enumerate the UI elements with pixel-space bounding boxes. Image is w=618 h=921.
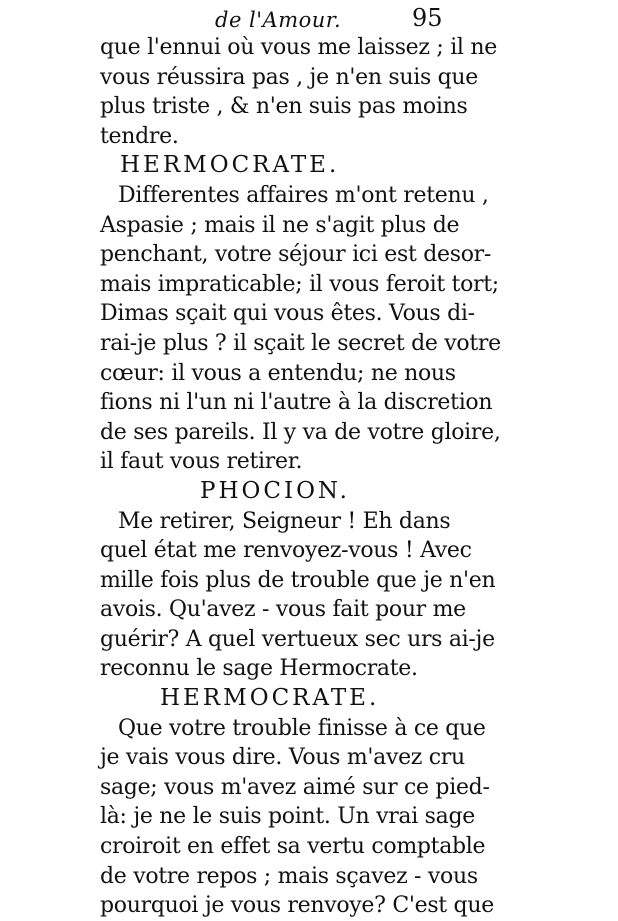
speech-phocion: [100, 477, 496, 684]
text-line: que l'ennui où vous me laissez ; il ne: [100, 35, 497, 60]
text-line: Differentes affaires m'ont retenu ,: [118, 182, 489, 208]
speaker-name: PHOCION.: [200, 477, 350, 504]
speaker-name: HERMOCRATE.: [160, 685, 380, 712]
page-body: [100, 33, 501, 921]
speaker-name: HERMOCRATE.: [120, 152, 340, 179]
text-line: de votre repos ; mais sçavez - vous: [100, 863, 478, 889]
text-line: mille fois plus de trouble que je n'en: [100, 567, 496, 593]
text-line: Dimas sçait qui vous êtes. Vous di-: [100, 301, 475, 327]
text-line: cœur: il vous a entendu; ne nous: [100, 360, 456, 386]
text-line: tendre.: [100, 123, 179, 149]
text-line: plus triste , & n'en suis pas moins: [100, 94, 468, 120]
text-line: Que votre trouble finisse à ce que: [118, 715, 486, 741]
text-line: avois. Qu'avez - vous fait pour me: [100, 597, 466, 623]
text-line: quel état me renvoyez-vous ! Avec: [100, 538, 472, 564]
speech-hermocrate-2: [100, 684, 494, 921]
text-line: je vais vous dire. Vous m'avez cru: [100, 745, 465, 771]
speech-hermocrate-1: [100, 151, 501, 477]
text-line: penchant, votre séjour ici est desor-: [100, 242, 491, 268]
text-line: croiroit en effet sa vertu comptable: [100, 834, 486, 860]
text-line: mais impraticable; il vous feroit tort;: [100, 271, 499, 297]
text-line: sage; vous m'avez aimé sur ce pied-: [100, 774, 490, 800]
text-line: il faut vous retirer.: [100, 449, 303, 475]
text-line: guérir? A quel vertueux sec urs ai-je: [100, 626, 495, 652]
text-line: pourquoi je vous renvoye? C'est que: [100, 893, 494, 919]
passage-continuation: [100, 33, 497, 151]
text-line: Aspasie ; mais il ne s'agit plus de: [100, 212, 460, 238]
text-line: de ses pareils. Il y va de votre gloire,: [100, 419, 501, 445]
page-number: 95: [412, 4, 443, 32]
text-line: fions ni l'un ni l'autre à la discretion: [100, 390, 493, 416]
text-line: reconnu le sage Hermocrate.: [100, 656, 418, 682]
text-line: là: je ne le suis point. Un vrai sage: [100, 804, 475, 830]
text-line: rai-je plus ? il sçait le secret de votre: [100, 330, 501, 356]
text-line: vous réussira pas , je n'en suis que: [100, 64, 479, 90]
text-line: Me retirer, Seigneur ! Eh dans: [118, 508, 451, 534]
running-head: de l'Amour.: [215, 8, 342, 32]
